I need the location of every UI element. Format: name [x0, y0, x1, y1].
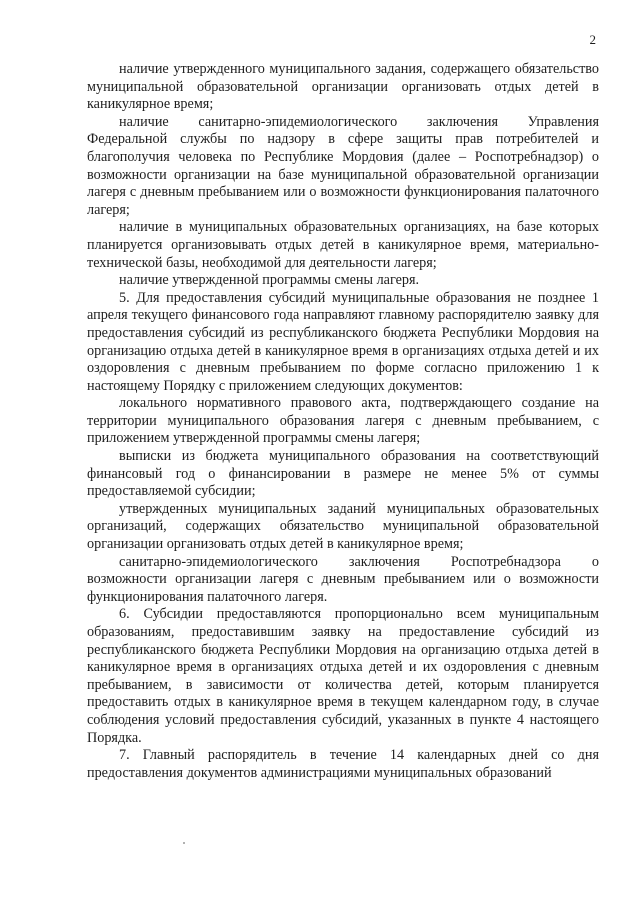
- paragraph-budget-extract: выписки из бюджета муниципального образования на соответствующий финансовый год о финансировании в размере не менее 5% от суммы предоставляемой субсидии;: [87, 448, 599, 500]
- paragraph-municipal-assignment: наличие утвержденного муниципального задания, содержащего обязательство муниципальной образовательной организации организовать отдых детей в каникулярное время;: [87, 61, 599, 113]
- paragraph-sanitary-conclusion: наличие санитарно-эпидемиологического заключения Управления Федеральной службы по надзору в сфере защиты прав потребителей и благополучия человека по Республике Мордовия (далее – Роспотребнадзор) о возможности организации на базе муниципальной образовательной организации лагеря с дневным пребыванием или о возможности функционирования палаточного лагеря;: [87, 113, 599, 218]
- scan-artifact: [183, 842, 185, 844]
- paragraph-camp-program: наличие утвержденной программы смены лагеря.: [119, 272, 420, 289]
- document-body: [87, 61, 599, 782]
- paragraph-local-act: локального нормативного правового акта, подтверждающего создание на территории муниципального образования лагеря с дневным пребыванием, с приложением утвержденной программы смены лагеря;: [87, 395, 599, 447]
- paragraph-material-base: наличие в муниципальных образовательных организациях, на базе которых планируется организовывать отдых детей в каникулярное время, материально-технической базы, необходимой для деятельности лагеря;: [87, 219, 599, 271]
- paragraph-item-6: 6. Субсидии предоставляются пропорционально всем муниципальным образованиям, предоставившим заявку на предоставление субсидий из республиканского бюджета Республики Мордовия на организацию отдыха детей в каникулярное время в организациях отдыха детей и их оздоровления с дневным пребыванием, в зависимости от количества детей, которым планируется предоставить отдых в каникулярное время в текущем календарном году, в случае соблюдения условий предоставления субсидий, указанных в пункте 4 настоящего Порядка.: [87, 606, 599, 746]
- paragraph-item-7: 7. Главный распорядитель в течение 14 календарных дней со дня предоставления документов администрациями муниципальных образований: [87, 747, 599, 781]
- paragraph-item-5: 5. Для предоставления субсидий муниципальные образования не позднее 1 апреля текущего финансового года направляют главному распорядителю заявку для предоставления субсидий из республиканского бюджета Республики Мордовия на организацию отдыха детей в каникулярное время в организациях отдыха детей и их оздоровления с дневным пребыванием по форме согласно приложению 1 к настоящему Порядку с приложением следующих документов:: [87, 289, 599, 394]
- paragraph-approved-assignments: утвержденных муниципальных заданий муниципальных образовательных организаций, содержащих обязательство муниципальной образовательной организации организовать отдых детей в каникулярное время;: [87, 500, 599, 553]
- page-number: 2: [589, 32, 596, 47]
- paragraph-rospotrebnadzor-conclusion: санитарно-эпидемиологического заключения Роспотребнадзора о возможности организации лагеря с дневным пребыванием или о возможности функционирования палаточного лагеря.: [87, 553, 599, 605]
